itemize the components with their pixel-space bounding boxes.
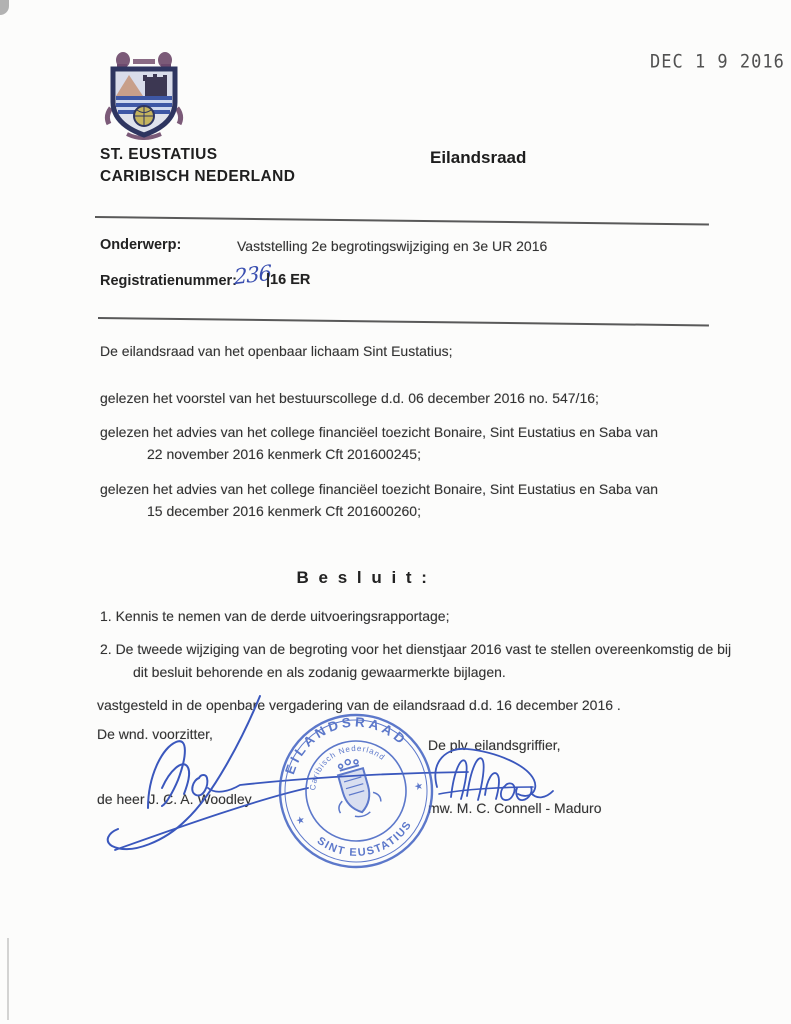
registration-number-handwritten: 236 xyxy=(233,260,272,290)
stamp-star-left-icon: ★ xyxy=(294,814,307,828)
stamp-inner-text: Caribisch Nederland xyxy=(308,743,388,791)
adoption-line: vastgesteld in de openbare vergadering van de eilandsraad d.d. 16 december 2016 . xyxy=(97,697,621,713)
registration-label: Registratienummer: xyxy=(100,273,237,289)
horizontal-rule-bottom xyxy=(98,317,709,326)
paragraph-advice2-line1: gelezen het advies van het college financiëel toezicht Bonaire, Sint Eustatius en Saba van xyxy=(100,481,659,497)
decision-item-2-line1: 2. De tweede wijziging van de begroting voor het dienstjaar 2016 vast te stellen overeenkomstig de bij xyxy=(100,641,732,657)
registration-suffix: |16 ER xyxy=(266,272,311,288)
paragraph-proposal: gelezen het voorstel van het bestuurscollege d.d. 06 december 2016 no. 547/16; xyxy=(100,390,599,406)
stamp-crest-icon xyxy=(326,754,383,822)
right-signatory-name: mw. M. C. Connell - Maduro xyxy=(428,800,602,816)
decision-heading: B e s l u i t : xyxy=(296,568,430,587)
paragraph-advice2-line2: 15 december 2016 kenmerk Cft 201600260; xyxy=(147,503,421,519)
eilandsraad-round-stamp xyxy=(270,705,442,877)
decision-item-2-line2: dit besluit behorende en als zodanig gewaarmerkte bijlagen. xyxy=(133,664,506,680)
document-title: Eilandsraad xyxy=(430,148,527,167)
paragraph-advice1-line2: 22 november 2016 kenmerk Cft 201600245; xyxy=(147,446,421,462)
coat-of-arms-icon xyxy=(103,50,185,140)
org-name-line1: ST. EUSTATIUS xyxy=(100,146,218,163)
subject-label: Onderwerp: xyxy=(100,237,182,253)
decision-item-1: 1. Kennis te nemen van de derde uitvoeringsrapportage; xyxy=(100,608,450,624)
received-date-stamp: DEC 1 9 2016 xyxy=(650,51,785,73)
stamp-star-right-icon: ★ xyxy=(412,780,425,794)
scan-corner-artifact xyxy=(0,0,9,15)
paragraph-advice1-line1: gelezen het advies van het college financiëel toezicht Bonaire, Sint Eustatius en Saba van xyxy=(100,424,659,440)
stamp-ring-bottom-text: SINT EUSTATIUS xyxy=(314,818,415,860)
paragraph-preamble: De eilandsraad van het openbaar lichaam Sint Eustatius; xyxy=(100,343,453,359)
right-signature-ink xyxy=(425,743,565,818)
scan-edge-artifact xyxy=(7,938,9,1020)
left-signatory-name: de heer J. C. A. Woodley xyxy=(97,791,252,807)
subject-value: Vaststelling 2e begrotingswijziging en 3e UR 2016 xyxy=(237,238,548,254)
horizontal-rule-top xyxy=(95,216,709,225)
org-name-line2: CARIBISCH NEDERLAND xyxy=(100,168,296,185)
stamp-ring-top-text: EILANDSRAAD xyxy=(282,714,411,777)
left-signatory-title: De wnd. voorzitter, xyxy=(97,726,213,742)
right-signatory-title: De plv. eilandsgriffier, xyxy=(428,737,561,753)
